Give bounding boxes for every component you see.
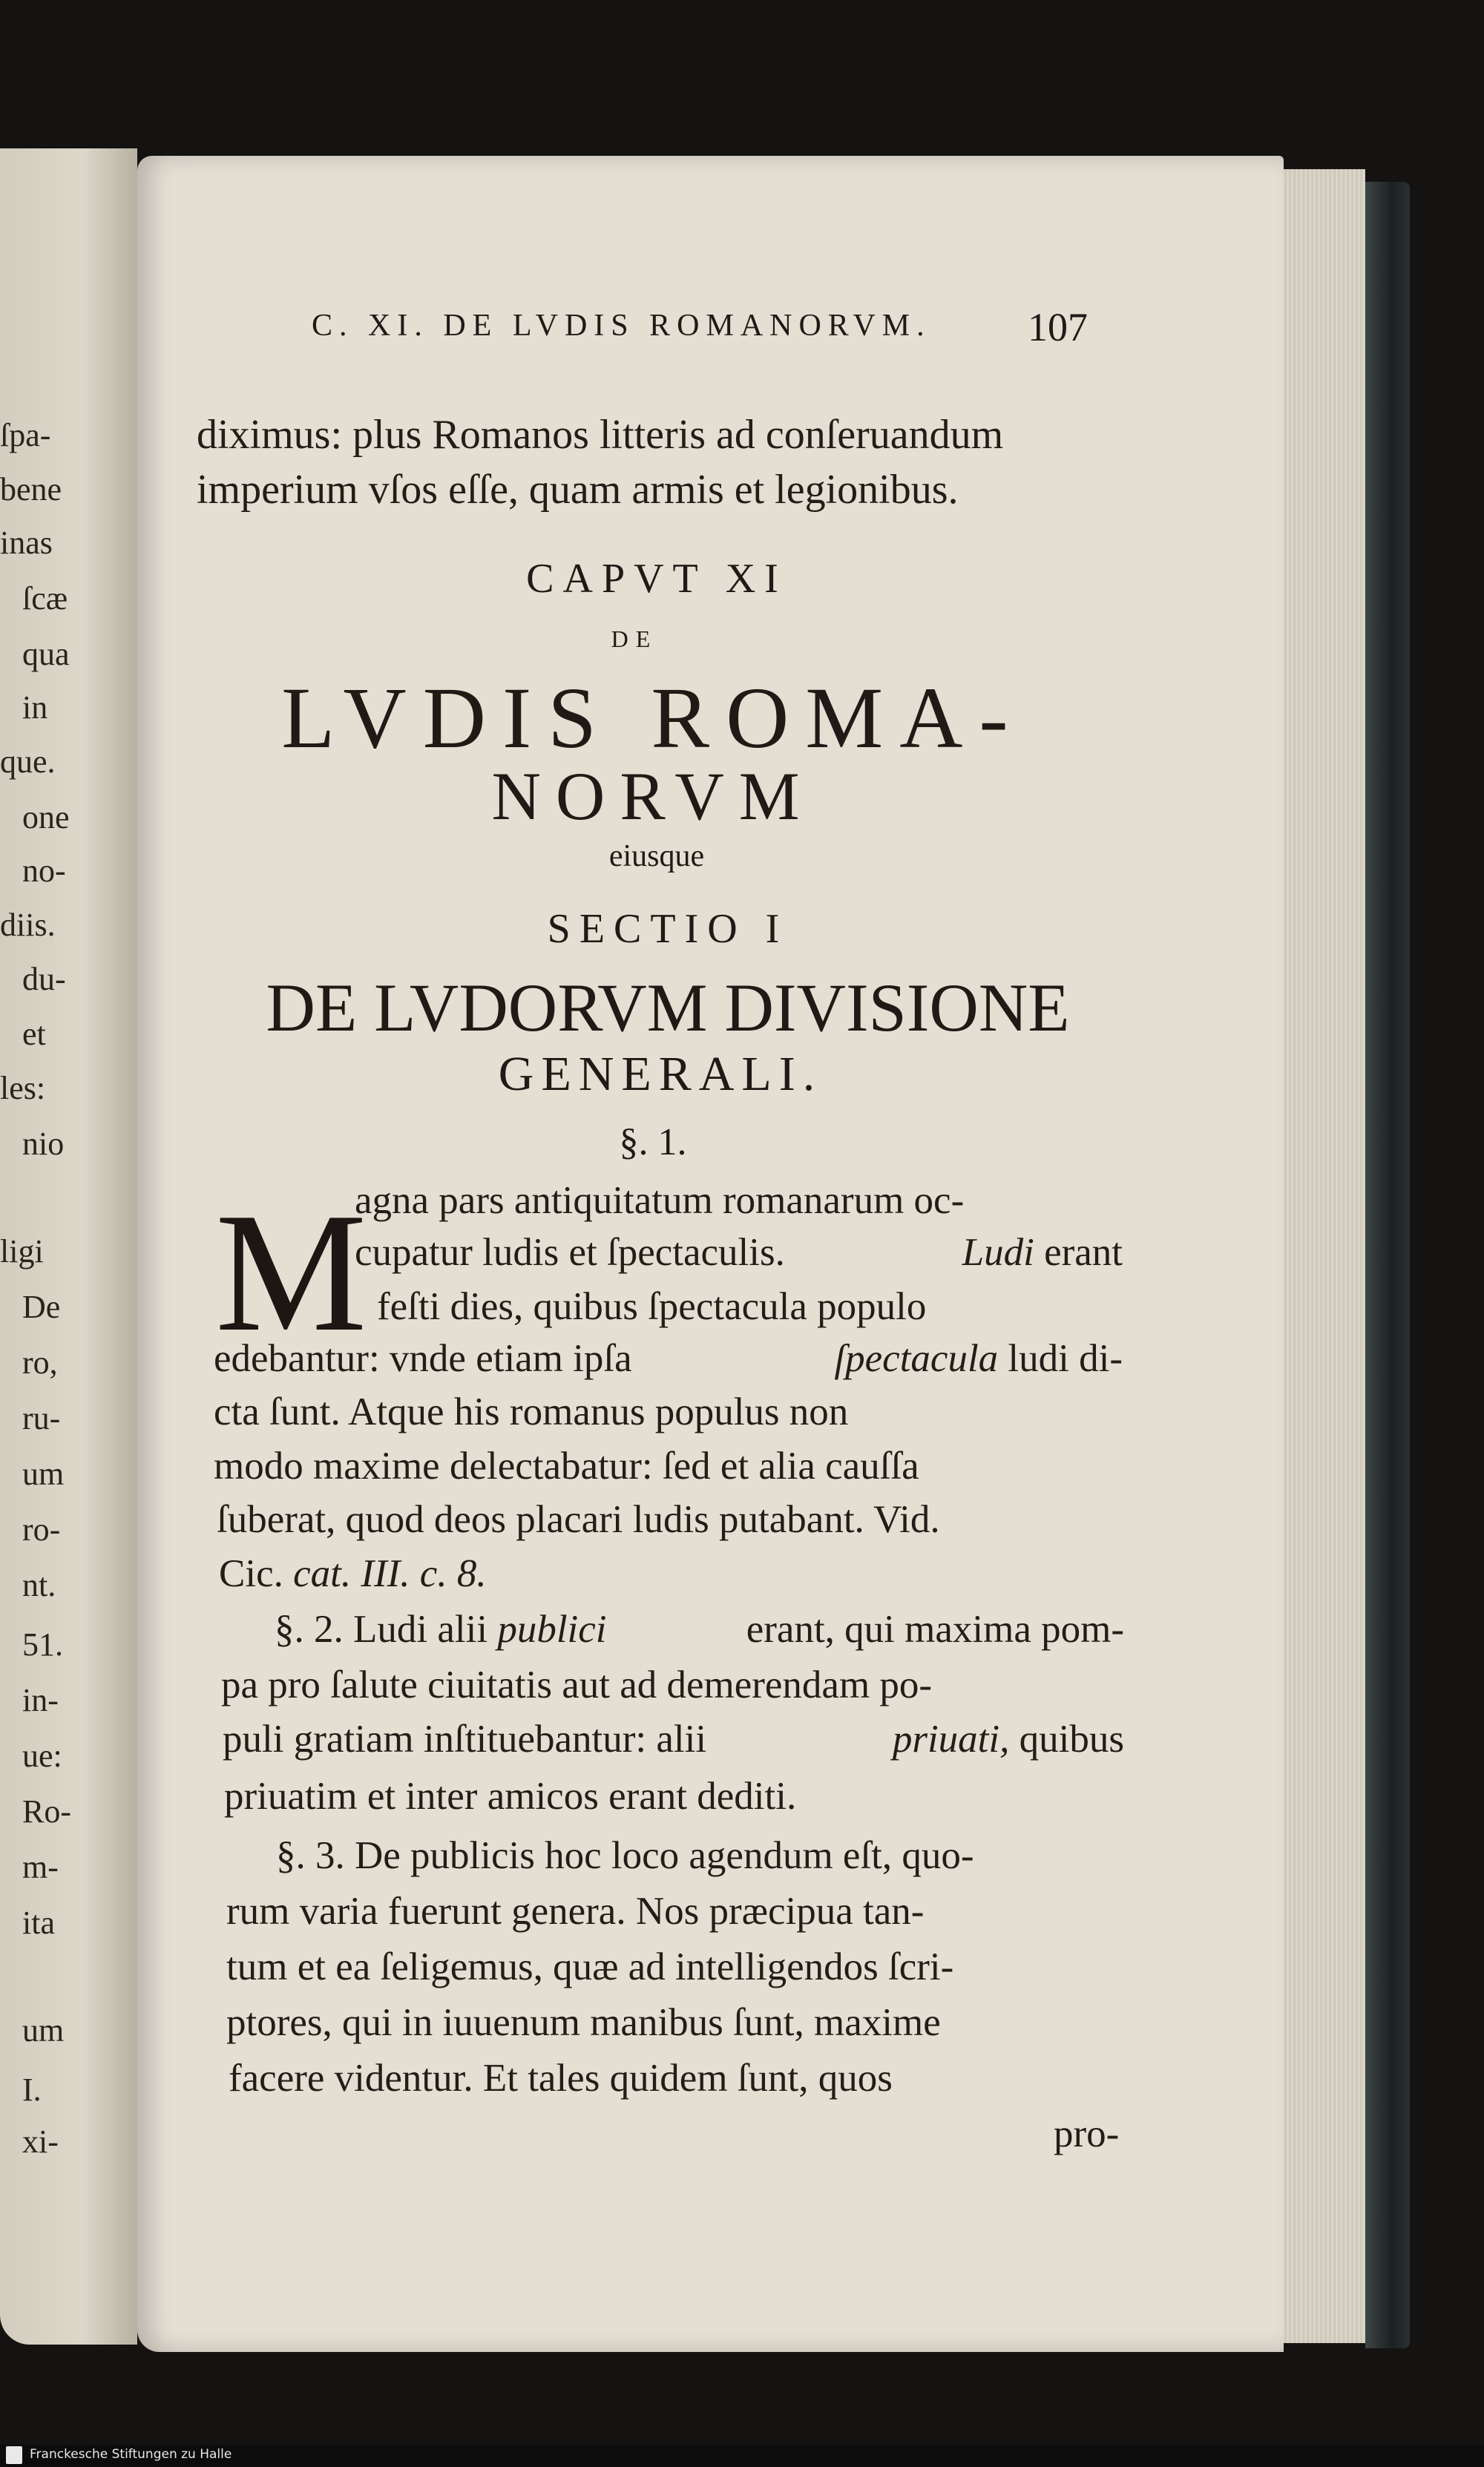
opening-line-2: imperium vſos eſſe, quam armis et legionibus.: [197, 467, 959, 513]
left-page-fragment-line: ru-: [22, 1400, 61, 1436]
left-page-fragment-line: ſpa-: [0, 417, 51, 453]
left-page-fragment-line: I.: [22, 2072, 42, 2108]
title-line-2: NORVM: [491, 758, 815, 834]
left-page-fragment-line: bene: [0, 471, 62, 507]
left-page-fragment-line: nio: [22, 1126, 65, 1162]
left-page-fragment-line: ro,: [22, 1344, 58, 1381]
para1-line-5: cta ſunt. Atque his romanus populus non: [214, 1390, 849, 1433]
left-page-fragment-line: et: [22, 1016, 46, 1052]
left-page-fragment-line: ſcæ: [22, 580, 68, 617]
title-line-1: LVDIS ROMA-: [281, 669, 1025, 766]
left-page-fragment-line: ro-: [22, 1511, 61, 1548]
caput-heading: CAPVT XI: [526, 556, 787, 602]
para3-line-1: §. 3. De publicis hoc loco agendum eſt, quo-: [276, 1834, 974, 1877]
left-page-fragment-line: um: [22, 2012, 65, 2049]
left-page-fragment-line: xi-: [22, 2123, 59, 2160]
left-page-fragment-line: in-: [22, 1682, 59, 1718]
left-page-fragment-line: inas: [0, 525, 53, 561]
left-page-fragment-line: que.: [0, 743, 56, 780]
institution-logo-icon: [6, 2446, 22, 2464]
para1-line-4: edebantur: vnde etiam ipſa ſpectacula ludi di-: [214, 1337, 1123, 1380]
left-page-fragment-line: qua: [22, 636, 70, 672]
left-page-fragment-line: 51.: [22, 1626, 63, 1663]
left-page-fragment-line: ita: [22, 1905, 55, 1941]
footer-credit: Franckesche Stiftungen zu Halle: [30, 2447, 232, 2462]
page-number: 107: [1028, 305, 1088, 349]
left-page-fragment-line: De: [22, 1289, 61, 1325]
left-page-fragment-line: in: [22, 689, 48, 726]
para3-line-2: rum varia fuerunt genera. Nos præcipua tan-: [226, 1890, 925, 1933]
para1-line-7: ſuberat, quod deos placari ludis putabant. Vid.: [217, 1498, 940, 1541]
page-edges: [1284, 169, 1365, 2343]
section-mark: §. 1.: [619, 1121, 687, 1163]
left-page-fragment-line: ue:: [22, 1738, 62, 1774]
eiusque-line: eiusque: [608, 839, 705, 873]
left-page-fragment-line: um: [22, 1456, 65, 1492]
para1-line-6: modo maxime delectabatur: ſed et alia cauſſa: [214, 1445, 919, 1488]
left-page-fragment-line: nt.: [22, 1567, 56, 1603]
para3-line-3: tum et ea ſeligemus, quæ ad intelligendos ſcri-: [226, 1945, 954, 1988]
para3-line-5: facere videntur. Et tales quidem ſunt, quos: [229, 2057, 893, 2100]
left-page-fragment-line: one: [22, 799, 70, 835]
left-page-fragment-line: du-: [22, 961, 66, 997]
left-page-fragment-line: Ro-: [22, 1793, 71, 1830]
left-page-fragment-line: diis.: [0, 907, 56, 943]
subtitle-line-1: DE LVDORVM DIVISIONE: [266, 970, 1070, 1045]
running-head: C. XI. DE LVDIS ROMANORVM.: [312, 309, 931, 343]
left-page-fragment-line: les:: [0, 1070, 46, 1106]
para3-line-4: ptores, qui in iuuenum manibus ſunt, maxime: [226, 2001, 941, 2044]
left-page-fragment-line: no-: [22, 853, 66, 889]
para1-line-1: agna pars antiquitatum romanarum oc-: [355, 1179, 965, 1222]
catchword: pro-: [1054, 2112, 1120, 2155]
para1-line-2: cupatur ludis et ſpectaculis. Ludi erant: [355, 1231, 1123, 1274]
left-page-fragment-line: m-: [22, 1849, 59, 1885]
sectio-heading: SECTIO I: [547, 906, 789, 952]
para1-line-8: Cic. cat. III. c. 8.: [219, 1552, 487, 1595]
para2-line-2: pa pro ſalute ciuitatis aut ad demerendam po-: [221, 1663, 933, 1706]
para2-line-3: puli gratiam inſtituebantur: alii priuati, quibus: [223, 1718, 1124, 1761]
para2-line-1: §. 2. Ludi alii publici erant, qui maxima pom-: [275, 1608, 1124, 1651]
subtitle-line-2: GENERALI.: [498, 1047, 823, 1101]
de-heading: DE: [611, 625, 658, 652]
drop-cap: M: [215, 1177, 367, 1367]
para1-line-3: feſti dies, quibus ſpectacula populo: [377, 1285, 927, 1328]
book-cover: [1365, 182, 1410, 2348]
para2-line-4: priuatim et inter amicos erant dediti.: [224, 1775, 797, 1818]
left-page-fragment: [0, 148, 137, 2345]
left-page-fragment-line: ligi: [0, 1233, 44, 1269]
opening-line-1: diximus: plus Romanos litteris ad conſeruandum: [197, 412, 1004, 458]
